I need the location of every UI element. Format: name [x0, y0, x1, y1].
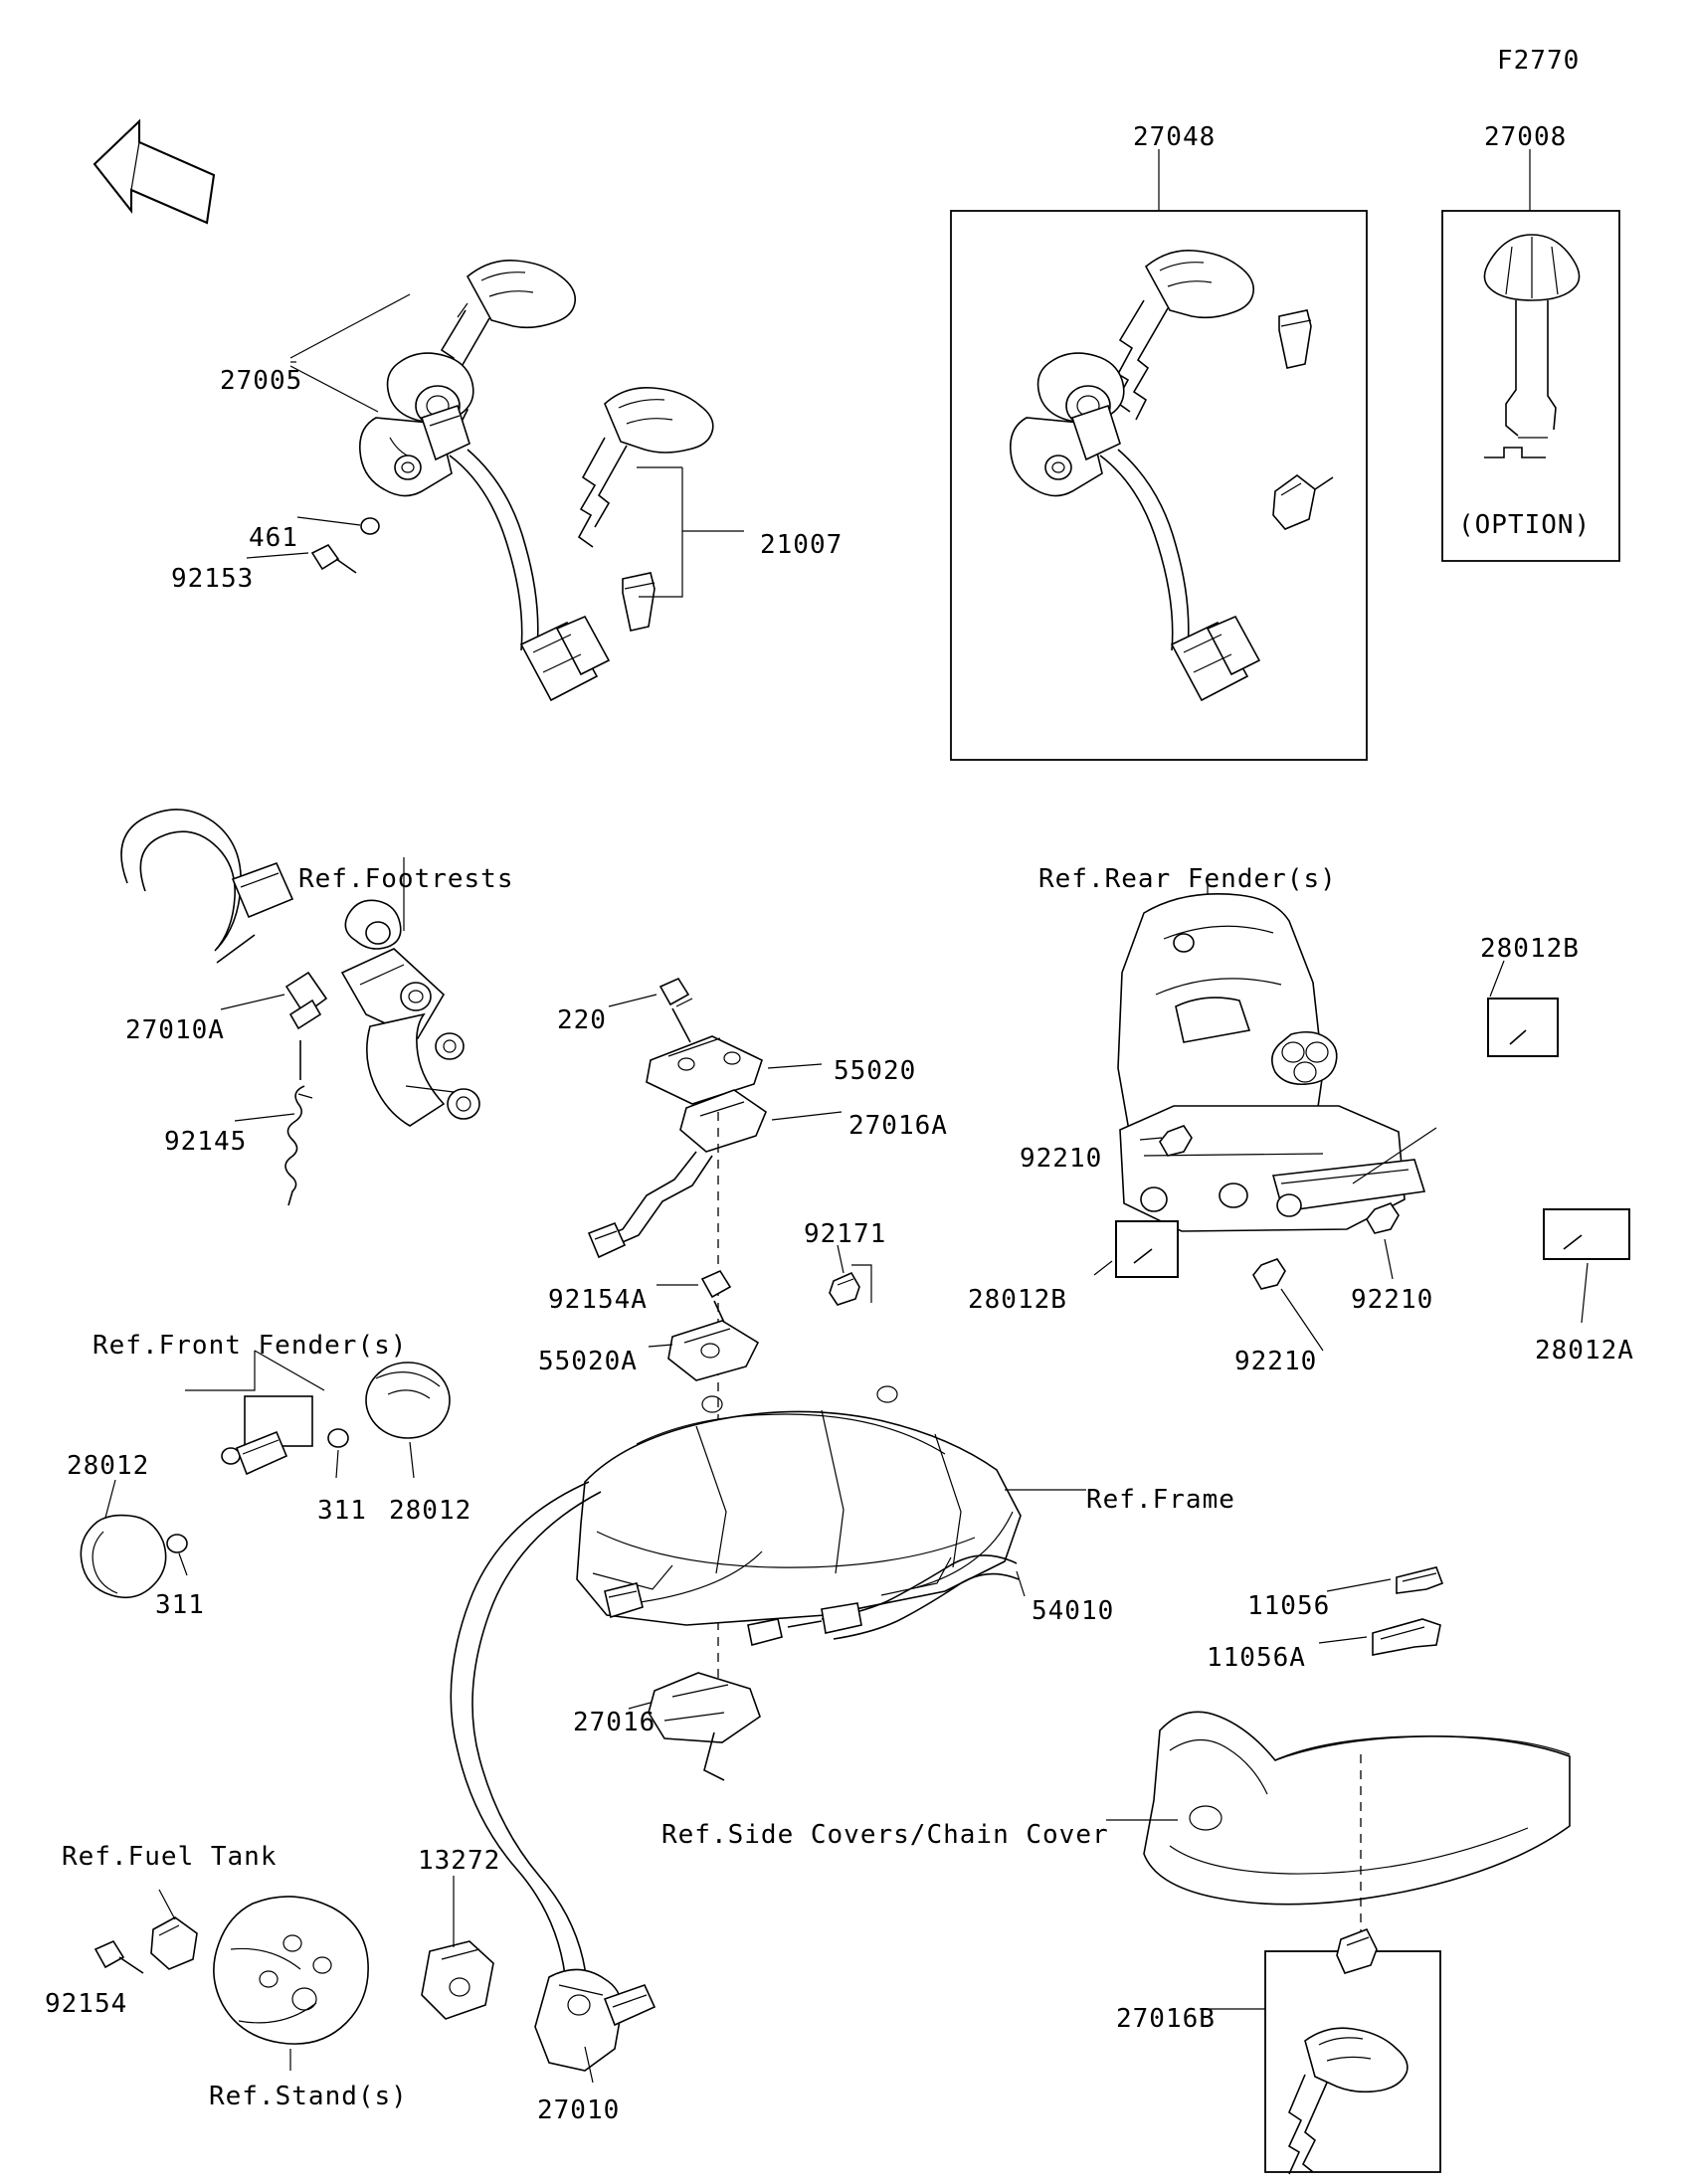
part-label-fueltank: Ref.Fuel Tank — [62, 1842, 278, 1872]
part-label-p92171: 92171 — [804, 1219, 887, 1249]
part-label-p92153: 92153 — [171, 564, 255, 594]
part-label-frontfend: Ref.Front Fender(s) — [93, 1331, 408, 1361]
part-label-p21007: 21007 — [760, 530, 844, 560]
stand-bracket-group — [95, 1876, 655, 2083]
part-label-p27016A: 27016A — [848, 1111, 948, 1141]
part-label-stands: Ref.Stand(s) — [209, 2082, 408, 2111]
part-label-p27048: 27048 — [1133, 122, 1217, 152]
part-label-p11056: 11056 — [1247, 1591, 1331, 1621]
part-label-p27005: 27005 — [220, 366, 303, 396]
part-label-sidecov: Ref.Side Covers/Chain Cover — [661, 1820, 1109, 1850]
part-label-p28012B1: 28012B — [1480, 934, 1580, 964]
part-label-p311b: 311 — [155, 1590, 205, 1620]
fuel-cap-lock-21007 — [579, 388, 744, 631]
part-label-p27010: 27010 — [537, 2095, 621, 2125]
part-label-p92210b: 92210 — [1351, 1285, 1434, 1315]
seat-lock-27016B-box — [1200, 1929, 1440, 2174]
part-label-p28012B2: 28012B — [968, 1285, 1067, 1315]
part-label-reframe: Ref.Frame — [1086, 1485, 1235, 1515]
part-label-p54010: 54010 — [1032, 1596, 1115, 1626]
seat-assembly — [1106, 1712, 1570, 1947]
part-label-footrests: Ref.Footrests — [298, 864, 514, 894]
front-arrow-icon — [94, 121, 214, 223]
part-label-p92210c: 92210 — [1234, 1347, 1318, 1376]
part-label-code: F2770 — [1497, 46, 1581, 76]
part-label-p28012A: 28012A — [1535, 1336, 1634, 1365]
ignition-switch-assembly — [247, 261, 609, 700]
part-label-p11056A: 11056A — [1207, 1643, 1306, 1673]
key-set-27048-box — [951, 149, 1367, 760]
frame-bracket-group — [649, 1245, 871, 1380]
blank-key-27008-box — [1442, 149, 1619, 561]
part-label-p311a: 311 — [317, 1496, 367, 1526]
part-label-p27016B: 27016B — [1116, 2004, 1216, 2034]
part-label-p55020: 55020 — [834, 1056, 917, 1086]
part-label-p92154: 92154 — [45, 1989, 128, 2019]
part-label-rearfend: Ref.Rear Fender(s) — [1038, 864, 1337, 894]
part-label-p92145: 92145 — [164, 1127, 248, 1157]
part-label-p461: 461 — [249, 523, 298, 553]
part-label-p92210a: 92210 — [1020, 1144, 1103, 1174]
part-label-p27010A: 27010A — [125, 1015, 225, 1045]
part-label-p27016: 27016 — [573, 1708, 657, 1737]
part-label-p220: 220 — [557, 1005, 607, 1035]
bracket-11056-group — [1319, 1567, 1442, 1655]
part-label-p13272: 13272 — [418, 1846, 501, 1876]
part-label-option: (OPTION) — [1458, 510, 1592, 540]
part-label-p55020A: 55020A — [538, 1347, 638, 1376]
frame-assembly — [577, 1386, 1086, 1625]
part-label-p28012L: 28012 — [67, 1451, 150, 1481]
part-label-p27008: 27008 — [1484, 122, 1568, 152]
part-label-p92154A: 92154A — [548, 1285, 648, 1315]
part-label-p28012R: 28012 — [389, 1496, 472, 1526]
